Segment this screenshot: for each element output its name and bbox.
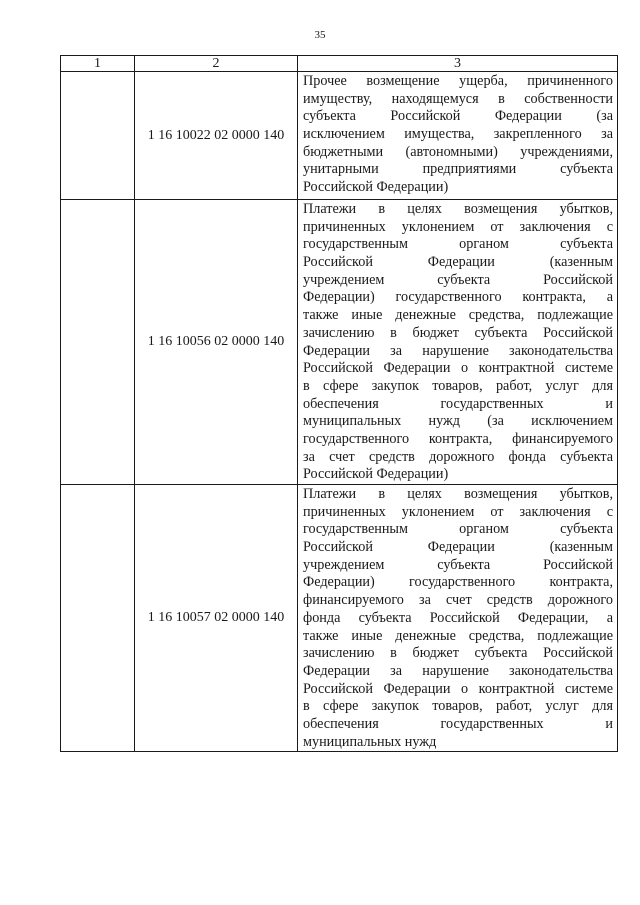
row-2-code: 1 16 10056 02 0000 140: [135, 200, 298, 485]
description-line: муниципальных нужд (за исключением: [303, 413, 613, 430]
description-line: государственным органом субъекта: [303, 521, 613, 538]
description-line: обеспечения государственных и: [303, 395, 613, 412]
description-line: государственного контракта, финансируемого: [303, 430, 613, 447]
description-line: Платежи в целях возмещения убытков,: [303, 486, 613, 502]
header-col-1: 1: [61, 56, 135, 72]
description-line: субъекта Российской Федерации (за: [303, 108, 613, 125]
row-1-description: [298, 72, 618, 200]
description-line: Российской Федерации о контрактной системе: [303, 360, 613, 377]
description-line: также иные денежные средства, подлежащие: [303, 627, 613, 644]
table-row: [61, 72, 618, 200]
description-line: зачислению в бюджет субъекта Российской: [303, 645, 613, 662]
description-line: зачислению в бюджет субъекта Российской: [303, 324, 613, 341]
description-line: обеспечения государственных и: [303, 715, 613, 732]
row-3-description: [298, 485, 618, 752]
header-col-3: 3: [298, 56, 618, 72]
description-line: Российской Федерации): [303, 179, 449, 196]
page-number: 35: [314, 29, 326, 41]
description-line: государственным органом субъекта: [303, 236, 613, 253]
description-line: также иные денежные средства, подлежащие: [303, 307, 613, 324]
description-line: исключением имущества, закрепленного за: [303, 126, 613, 143]
description-line: в сфере закупок товаров, работ, услуг для: [303, 377, 613, 394]
row-3-col-1: [61, 485, 135, 752]
description-line: Прочее возмещение ущерба, причиненного: [303, 73, 613, 89]
description-line: причиненных уклонением от заключения с: [303, 218, 613, 235]
description-line: Российской Федерации (казенным: [303, 254, 613, 271]
description-line: Федерации) государственного контракта,: [303, 574, 613, 591]
description-line: учреждением субъекта Российской: [303, 556, 613, 573]
row-2-description: [298, 200, 618, 485]
header-col-2: 2: [135, 56, 298, 72]
row-1-code: 1 16 10022 02 0000 140: [135, 72, 298, 200]
description-line: Российской Федерации о контрактной системе: [303, 680, 613, 697]
row-1-col-1: [61, 72, 135, 200]
description-line: фонда субъекта Российской Федерации, а: [303, 609, 613, 626]
description-line: причиненных уклонением от заключения с: [303, 503, 613, 520]
description-line: бюджетными (автономными) учреждениями,: [303, 143, 613, 160]
description-line: муниципальных нужд: [303, 733, 437, 750]
row-3-code: 1 16 10057 02 0000 140: [135, 485, 298, 752]
row-2-col-1: [61, 200, 135, 485]
description-line: унитарными предприятиями субъекта: [303, 161, 613, 178]
description-line: Федерации) государственного контракта, а: [303, 289, 613, 306]
table-row: [61, 200, 618, 485]
description-line: учреждением субъекта Российской: [303, 271, 613, 288]
description-line: в сфере закупок товаров, работ, услуг для: [303, 698, 613, 715]
budget-code-table: [60, 55, 618, 752]
description-line: Федерации за нарушение законодательства: [303, 342, 613, 359]
description-line: за счет средств дорожного фонда субъекта: [303, 448, 613, 465]
description-line: имуществу, находящемуся в собственности: [303, 90, 613, 107]
table-header-row: [61, 56, 618, 72]
description-line: Российской Федерации (казенным: [303, 539, 613, 556]
description-line: Федерации за нарушение законодательства: [303, 662, 613, 679]
description-line: финансируемого за счет средств дорожного: [303, 592, 613, 609]
description-line: Российской Федерации): [303, 466, 449, 483]
table-row: [61, 485, 618, 752]
description-line: Платежи в целях возмещения убытков,: [303, 201, 613, 217]
